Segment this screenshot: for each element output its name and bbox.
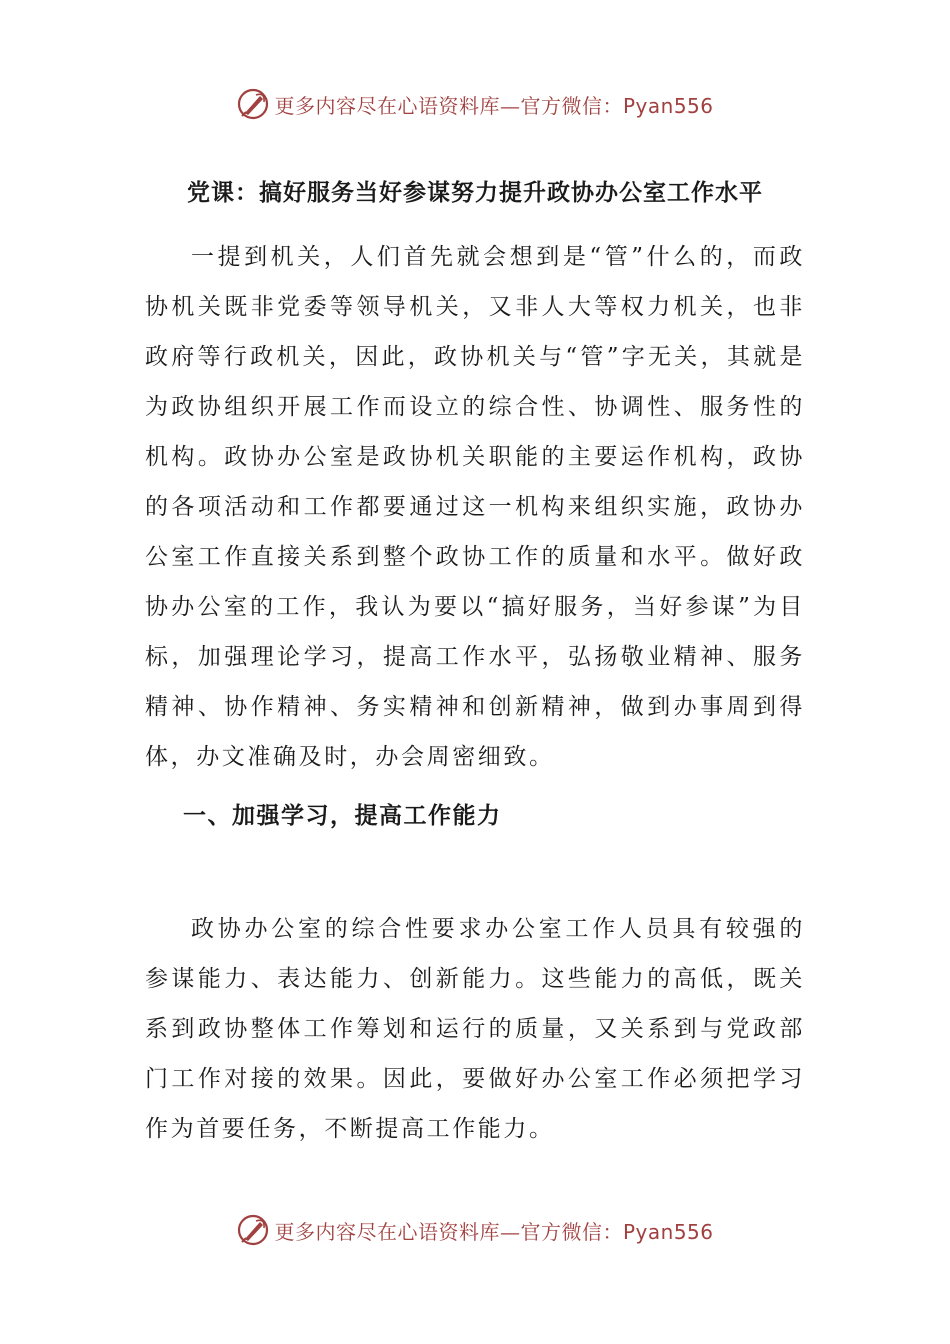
watermark-wechat-id: Pyan556	[622, 1219, 714, 1244]
watermark-text: 更多内容尽在心语资料库—官方微信：	[274, 1219, 623, 1244]
watermark-banner-bottom	[0, 1210, 950, 1250]
document-title: 党课：搞好服务当好参谋努力提升政协办公室工作水平	[187, 180, 763, 206]
paragraph-intro: 一提到机关，人们首先就会想到是“管”什么的，而政协机关既非党委等领导机关，又非人大等权力机关，也非政府等行政机关，因此，政协机关与“管”字无关，其就是为政协组织开展工作而设立的综合性、协调性、服务性的机构。政协办公室是政协机关职能的主要运作机构，政协的各项活动和工作都要通过这一机构来组织实施，政协办公室工作直接关系到整个政协工作的质量和水平。做好政协办公室的工作，我认为要以“搞好服务，当好参谋”为目标，加强理论学习，提高工作水平，弘扬敬业精神、服务精神、协作精神、务实精神和创新精神，做到办事周到得体，办文准确及时，办会周密细致。	[145, 244, 805, 770]
quill-pen-logo-icon	[236, 1213, 270, 1247]
watermark-wechat-id: Pyan556	[622, 93, 714, 118]
section-heading-1: 一、加强学习，提高工作能力	[183, 803, 502, 829]
watermark-banner-top	[0, 84, 950, 124]
quill-pen-logo-icon	[236, 87, 270, 121]
watermark-text: 更多内容尽在心语资料库—官方微信：	[274, 93, 623, 118]
paragraph-section-1: 政协办公室的综合性要求办公室工作人员具有较强的参谋能力、表达能力、创新能力。这些能力的高低，既关系到政协整体工作筹划和运行的质量，又关系到与党政部门工作对接的效果。因此，要做好办公室工作必须把学习作为首要任务，不断提高工作能力。	[145, 916, 805, 1142]
